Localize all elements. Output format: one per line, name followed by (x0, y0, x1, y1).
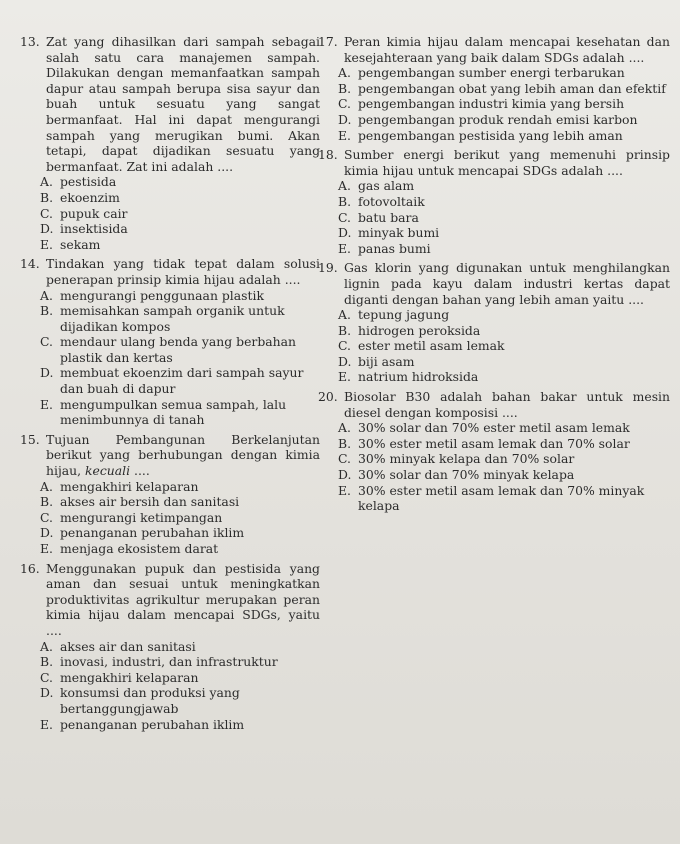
option-a: A. akses air dan sanitasi (40, 638, 196, 654)
option-b: B. 30% ester metil asam lemak dan 70% solar (338, 435, 630, 451)
option-e: E. menjaga ekosistem darat (40, 541, 219, 556)
option-b: B. inovasi, industri, dan infrastruktur (40, 654, 278, 670)
kecuali-emphasis: kecuali (85, 463, 131, 479)
option-c: C. pengembangan industri kimia yang bersih (338, 96, 625, 112)
option-e: E. 30% ester metil asam lemak dan 70% minyak kelapa (338, 482, 645, 514)
option-d: D. konsumsi dan produksi yang bertanggungjawab (40, 685, 240, 716)
question-number: 17. (318, 34, 338, 49)
option-d: D. pengembangan produk rendah emisi karbon (338, 111, 638, 127)
option-b: B. pengembangan obat yang lebih aman dan efektif (338, 80, 666, 96)
option-c: C. 30% minyak kelapa dan 70% solar (338, 451, 575, 467)
option-e: E. sekam (40, 236, 101, 252)
option-a: A. mengakhiri kelaparan (40, 478, 199, 494)
question-stem: Sumber energi berikut yang memenuhi prinsip kimia hijau untuk mencapai SDGs adalah .... (344, 147, 670, 178)
question-stem: Biosolar B30 adalah bahan bakar untuk mesin diesel dengan komposisi .... (344, 389, 670, 420)
option-d: D. biji asam (338, 353, 415, 369)
question-number: 18. (318, 147, 338, 163)
option-e: E. mengumpulkan semua sampah, lalu menimbunnya di tanah (40, 396, 287, 428)
option-a: A. tepung jagung (338, 307, 450, 323)
option-e: E. natrium hidroksida (338, 369, 479, 385)
question-stem: Peran kimia hijau dalam mencapai kesehatan dan kesejahteraan yang baik dalam SDGs adalah .... (344, 34, 670, 65)
option-d: D. minyak bumi (338, 225, 440, 241)
question-17 (318, 34, 670, 143)
option-a: A. 30% solar dan 70% ester metil asam lemak (338, 420, 630, 436)
left-column (20, 34, 320, 736)
question-number: 19. (318, 260, 338, 276)
question-stem: Gas klorin yang digunakan untuk menghilangkan lignin pada kayu dalam industri kertas dapat diganti dengan bahan yang lebih aman yaitu .... (344, 260, 670, 307)
option-d: D. 30% solar dan 70% minyak kelapa (338, 467, 575, 483)
question-13 (20, 34, 320, 252)
option-b: B. fotovoltaik (338, 193, 425, 209)
question-number: 15. (20, 431, 40, 447)
question-18 (318, 147, 670, 256)
option-c: C. mendaur ulang benda yang berbahan plastik dan kertas (40, 334, 296, 365)
question-15 (20, 432, 320, 557)
question-number: 14. (20, 256, 40, 272)
option-d: D. insektisida (40, 221, 128, 237)
option-a: A. mengurangi penggunaan plastik (40, 287, 264, 303)
option-b: B. hidrogen peroksida (338, 322, 481, 338)
question-stem: Tindakan yang tidak tepat dalam solusi penerapan prinsip kimia hijau adalah .... (46, 256, 320, 287)
question-14 (20, 256, 320, 428)
option-d: D. membuat ekoenzim dari sampah sayur dan buah di dapur (40, 365, 304, 397)
option-b: B. akses air bersih dan sanitasi (40, 494, 240, 510)
option-c: C. ester metil asam lemak (338, 338, 505, 354)
option-a: A. pestisida (40, 174, 117, 190)
option-c: C. mengakhiri kelaparan (40, 669, 199, 685)
option-c: C. pupuk cair (40, 205, 128, 221)
question-20 (318, 389, 670, 514)
option-e: E. panas bumi (338, 240, 431, 256)
option-c: C. mengurangi ketimpangan (40, 509, 223, 525)
option-a: A. gas alam (338, 178, 415, 194)
option-c: C. batu bara (338, 209, 419, 225)
question-number: 13. (20, 34, 40, 49)
question-stem: Menggunakan pupuk dan pestisida yang aman dan sesuai untuk meningkatkan produktivitas agrikultur merupakan peran kimia hijau dalam mencapai SDGs, yaitu .... (46, 560, 320, 638)
right-column (318, 34, 670, 518)
question-stem: Tujuan Pembangunan Berkelanjutan berikut yang berhubungan dengan kimia hijau, kecuali .... (46, 431, 320, 479)
option-d: D. penanganan perubahan iklim (40, 525, 245, 541)
question-number: 20. (318, 389, 338, 405)
question-16 (20, 561, 320, 733)
option-b: B. memisahkan sampah organik untuk dijadikan kompos (40, 303, 285, 334)
option-a: A. pengembangan sumber energi terbarukan (338, 65, 625, 81)
option-e: E. pengembangan pestisida yang lebih aman (338, 127, 623, 143)
question-19 (318, 260, 670, 385)
option-b: B. ekoenzim (40, 189, 120, 205)
question-stem: Zat yang dihasilkan dari sampah sebagai salah satu cara manajemen sampah. Dilakukan dengan memanfaatkan sampah dapur atau sampah berupa sisa sayur dan buah untuk sesuatu yang sangat bermanfaat. Hal ini dapat mengurangi sampah yang merugikan bumi. Akan tetapi, dapat dijadikan sesuatu yang bermanfaat. Zat ini adalah .... (46, 34, 320, 174)
question-number: 16. (20, 560, 40, 576)
option-e: E. penanganan perubahan iklim (40, 716, 245, 732)
